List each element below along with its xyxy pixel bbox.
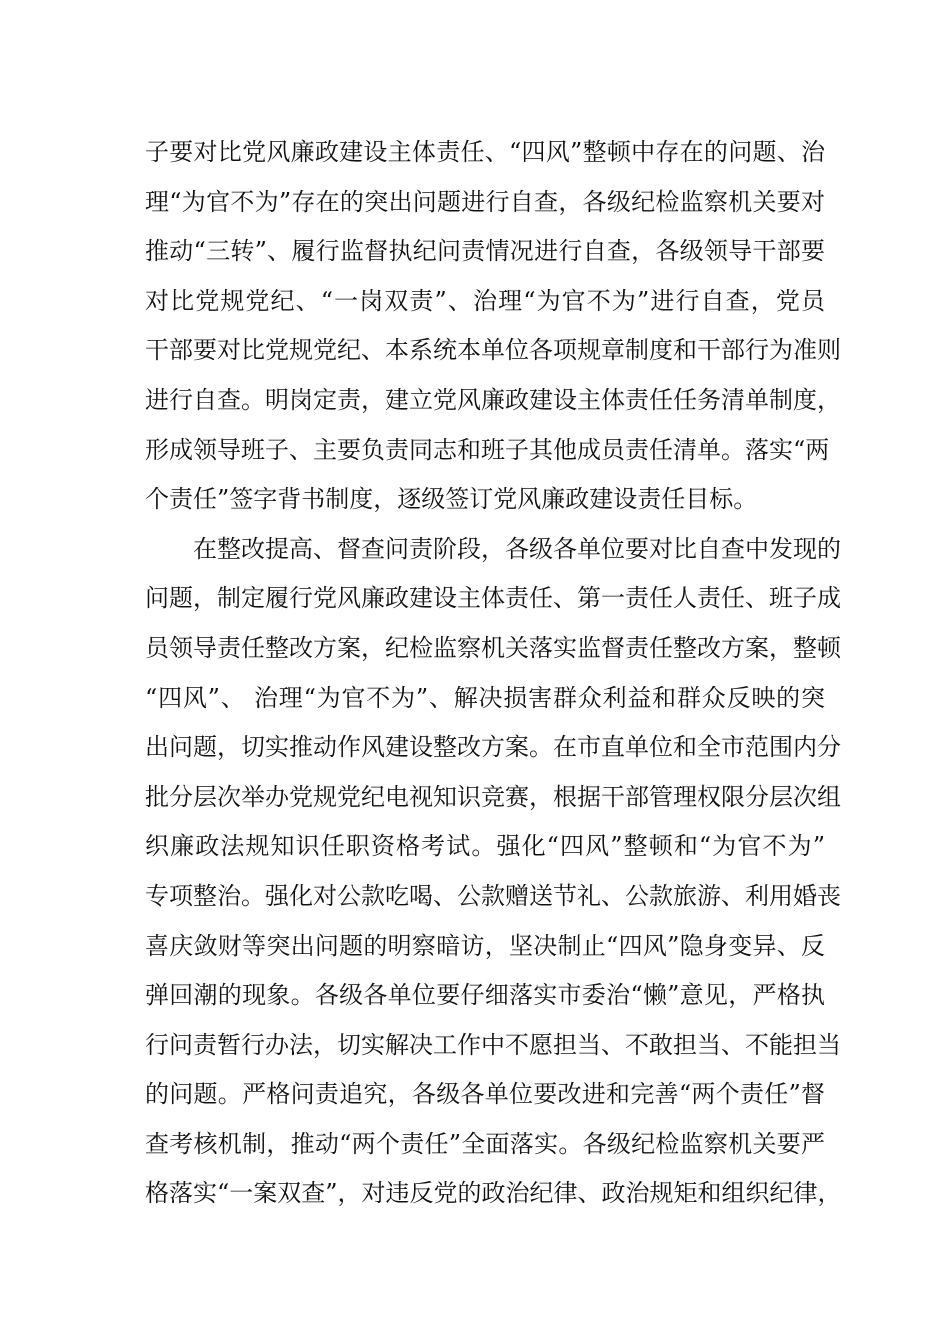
text-line: 干部要对比党规党纪、本系统本单位各项规章制度和干部行为准则 (145, 336, 841, 365)
text-line: 在整改提高、督查问责阶段，各级各单位要对比自查中发现的 (193, 534, 841, 563)
text-line: 理“为官不为”存在的突出问题进行自查，各级纪检监察机关要对 (145, 187, 825, 216)
text-line: “四风”、 治理“为官不为”、解决损害群众利益和群众反映的突 (145, 683, 825, 712)
text-line: 形成领导班子、主要负责同志和班子其他成员责任清单。落实“两 (145, 435, 830, 464)
text-line: 喜庆敛财等突出问题的明察暗访，坚决制止“四风”隐身变异、反 (145, 931, 825, 960)
text-line: 弹回潮的现象。各级各单位要仔细落实市委治“懒”意见，严格执 (145, 981, 825, 1010)
text-line: 专项整治。强化对公款吃喝、公款赠送节礼、公款旅游、利用婚丧 (145, 881, 841, 910)
text-line: 查考核机制，推动“两个责任”全面落实。各级纪检监察机关要严 (145, 1129, 825, 1158)
text-line: 子要对比党风廉政建设主体责任、“四风”整顿中存在的问题、治 (145, 138, 825, 166)
text-line: 的问题。严格问责追究，各级各单位要改进和完善“两个责任”督 (145, 1080, 825, 1109)
text-line: 织廉政法规知识任职资格考试。强化“四风”整顿和“为官不为” (145, 832, 825, 861)
text-line: 个责任”签字背书制度，逐级签订党风廉政建设责任目标。 (145, 485, 758, 514)
text-line: 问题，制定履行党风廉政建设主体责任、第一责任人责任、班子成 (145, 584, 841, 613)
text-line: 批分层次举办党规党纪电视知识竞赛，根据干部管理权限分层次组 (145, 782, 841, 811)
text-line: 进行自查。明岗定责，建立党风廉政建设主体责任任务清单制度， (145, 385, 841, 414)
text-line: 出问题，切实推动作风建设整改方案。在市直单位和全市范围内分 (145, 733, 841, 762)
text-line: 格落实“一案双查”，对违反党的政治纪律、政治规矩和组织纪律， (145, 1179, 842, 1208)
document-body (145, 128, 842, 1219)
text-line: 对比党规党纪、“一岗双责”、治理“为官不为”进行自查，党员 (145, 286, 825, 315)
text-line: 行问责暂行办法，切实解决工作中不愿担当、不敢担当、不能担当 (145, 1030, 841, 1059)
text-line: 推动“三转”、履行监督执纪问责情况进行自查，各级领导干部要 (145, 237, 825, 266)
text-line: 员领导责任整改方案，纪检监察机关落实监督责任整改方案，整顿 (145, 633, 841, 662)
